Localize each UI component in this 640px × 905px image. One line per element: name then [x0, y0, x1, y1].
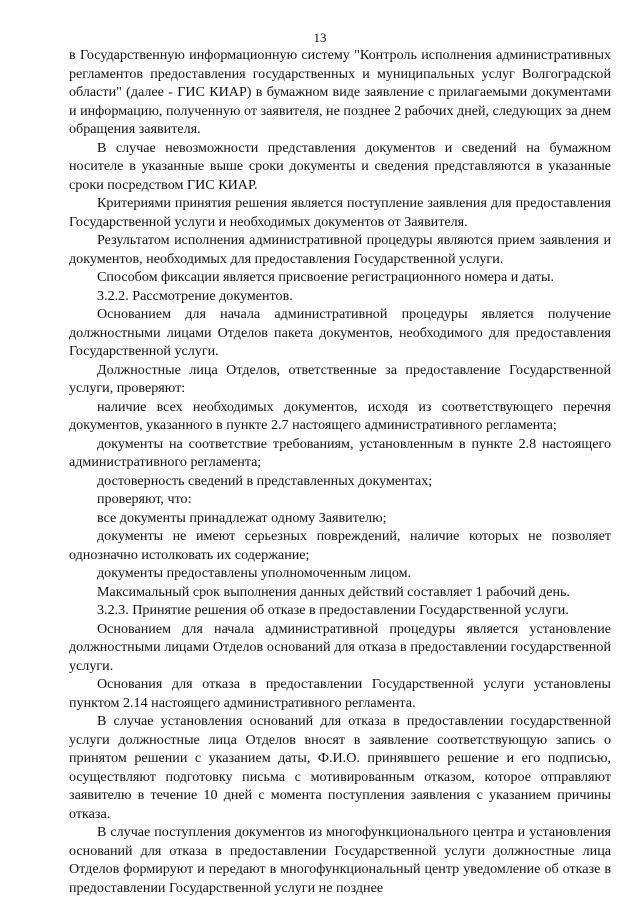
list-item: наличие всех необходимых документов, исходя из соответствующего перечня документов, указанного в пункте 2.7 настоящего административного регламента; [69, 398, 611, 433]
paragraph: Способом фиксации является присвоение регистрационного номера и даты. [97, 269, 555, 285]
list-item: достоверность сведений в представленных документах; [97, 472, 433, 489]
paragraph: Должностные лица Отделов, ответственные за предоставление Государственной услуги, проверяют: [69, 361, 611, 396]
paragraph: Основания для отказа в предоставлении Государственной услуги установлены пунктом 2.14 настоящего административного регламента. [69, 676, 611, 711]
paragraph: Критериями принятия решения является поступление заявления для предоставления Государственной услуги и необходимых документов от Заявителя. [69, 195, 611, 230]
paragraph: Основанием для начала административной процедуры является получение должностными лицами Отделов пакета документов, необходимого для предоставления Государственной услуги. [69, 306, 611, 359]
paragraph: Результатом исполнения административной процедуры являются прием заявления и документов, необходимых для предоставления Государственной услуги. [69, 232, 611, 267]
page-number: 13 [313, 30, 327, 45]
paragraph: Максимальный срок выполнения данных действий составляет 1 рабочий день. [97, 583, 570, 600]
section-heading: 3.2.2. Рассмотрение документов. [97, 287, 293, 304]
list-item: документы не имеют серьезных повреждений, наличие которых не позволяет однозначно истолковать их содержание; [69, 528, 611, 563]
section-heading: 3.2.3. Принятие решения об отказе в предоставлении Государственной услуги. [97, 602, 569, 618]
paragraph: проверяют, что: [97, 491, 192, 507]
paragraph: в Государственную информационную систему "Контроль исполнения административных регламентов предоставления государственных и муниципальных услуг Волгоградской области" (далее - ГИС КИАР) в бумажном виде заявление с прилагаемыми документами и информацию, полученную от заявителя, не позднее 2 рабочих дней, следующих за днем обращения заявителя. [69, 47, 611, 137]
list-item: все документы принадлежат одному Заявителю; [97, 509, 387, 526]
paragraph: В случае поступления документов из многофункционального центра и установления оснований для отказа в предоставлении Государственной услуги должностные лица Отделов формируют и передают в многофункциональный центр уведомление об отказе в предоставлении Государственной услуги не позднее [69, 824, 611, 896]
document-body [69, 46, 611, 897]
paragraph: В случае невозможности представления документов и сведений на бумажном носителе в указанные выше сроки документы и сведения представляются в указанные сроки посредством ГИС КИАР. [69, 139, 611, 193]
paragraph: Основанием для начала административной процедуры является установление должностными лицами Отделов оснований для отказа в предоставлении государственной услуги. [69, 620, 611, 674]
list-item: документы на соответствие требованиям, установленным в пункте 2.8 настоящего административного регламента; [69, 435, 611, 470]
list-item: документы предоставлены уполномоченным лицом. [97, 565, 412, 581]
paragraph: В случае установления оснований для отказа в предоставлении государственной услуги должностные лица Отделов вносят в заявление соответствующую запись о принятом решении с указанием даты, Ф.И.О. принявшего решение и его подписью, осуществляют подготовку письма с мотивированным отказом, которое отправляют заявителю в течение 10 дней с момента поступления заявления с указанием причины отказа. [69, 713, 611, 822]
